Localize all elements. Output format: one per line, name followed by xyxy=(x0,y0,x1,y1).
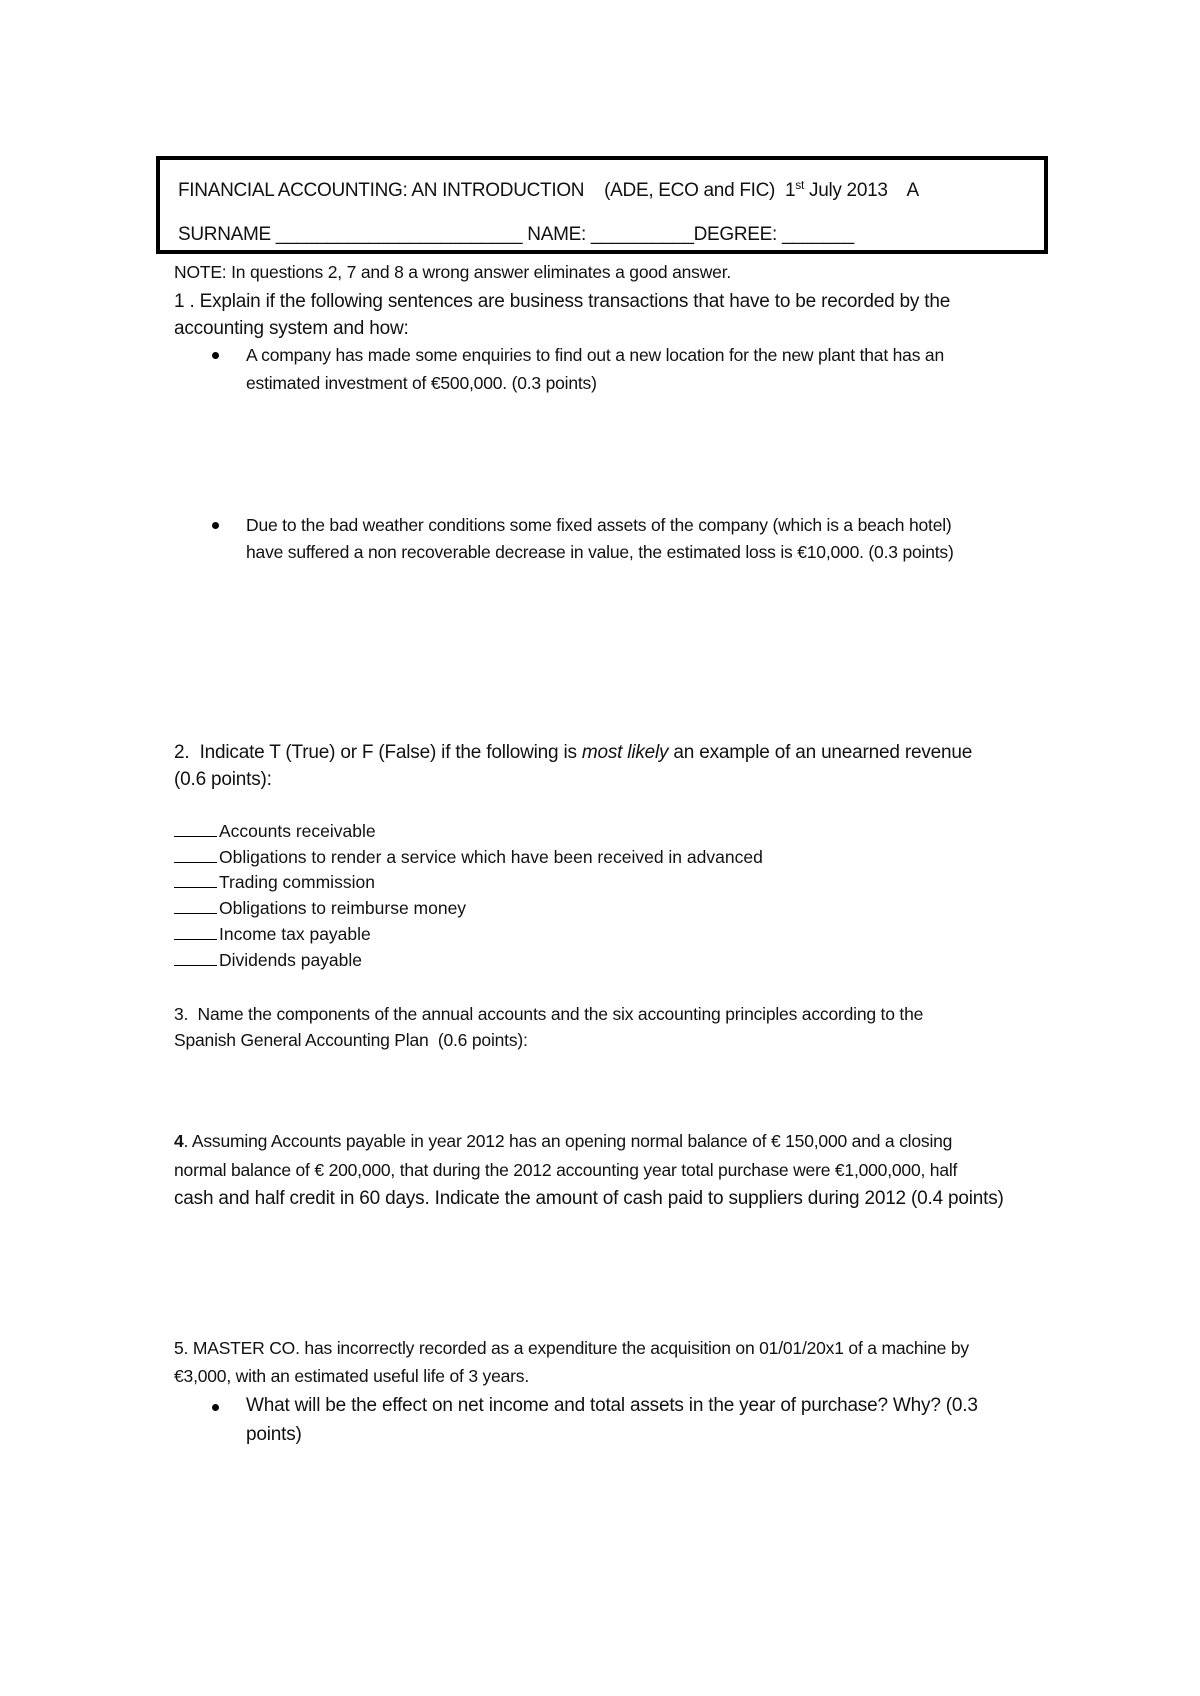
question-4-text-cont: normal balance of € 200,000, that during the 2012 accounting year total purchase were €1,000,000, half xyxy=(174,1160,958,1180)
bullet-icon xyxy=(212,352,219,359)
question-1b-text: Due to the bad weather conditions some fixed assets of the company (which is a beach hotel) xyxy=(246,515,952,535)
question-1-text: 1 . Explain if the following sentences are business transactions that have to be recorded by the xyxy=(174,291,951,312)
tf-item: Obligations to reimburse money xyxy=(174,898,466,919)
tf-item: Income tax payable xyxy=(174,924,371,945)
answer-blank[interactable] xyxy=(174,822,217,837)
exam-note: NOTE: In questions 2, 7 and 8 a wrong answer eliminates a good answer. xyxy=(174,262,732,282)
question-4-text: 4. Assuming Accounts payable in year 2012 has an opening normal balance of € 150,000 and a closing xyxy=(174,1131,953,1151)
exam-title: FINANCIAL ACCOUNTING: AN INTRODUCTION (ADE, ECO and FIC) 1st July 2013 A xyxy=(178,178,919,201)
answer-blank[interactable] xyxy=(174,848,217,863)
question-5a-text: What will be the effect on net income and total assets in the year of purchase? Why? (0.3 xyxy=(246,1395,978,1416)
bullet-icon xyxy=(212,522,219,529)
answer-blank[interactable] xyxy=(174,899,217,914)
question-3-text: 3. Name the components of the annual accounts and the six accounting principles according to the xyxy=(174,1004,924,1024)
answer-blank[interactable] xyxy=(174,873,217,888)
question-1b-text-cont: have suffered a non recoverable decrease in value, the estimated loss is €10,000. (0.3 points) xyxy=(246,542,954,562)
tf-item: Obligations to render a service which have been received in advanced xyxy=(174,847,763,868)
answer-blank[interactable] xyxy=(174,951,217,966)
question-5-text: 5. MASTER CO. has incorrectly recorded as a expenditure the acquisition on 01/01/20x1 of a machine by xyxy=(174,1338,969,1358)
tf-item: Accounts receivable xyxy=(174,821,376,842)
question-2-text-cont: (0.6 points): xyxy=(174,769,272,790)
question-2-text: 2. Indicate T (True) or F (False) if the following is most likely an example of an unearned revenue xyxy=(174,742,973,763)
exam-header-box xyxy=(156,156,1048,254)
question-1a-text-cont: estimated investment of €500,000. (0.3 points) xyxy=(246,373,597,393)
question-3-text-cont: Spanish General Accounting Plan (0.6 points): xyxy=(174,1030,528,1050)
question-5a-text-cont: points) xyxy=(246,1424,302,1445)
question-5-text-cont: €3,000, with an estimated useful life of 3 years. xyxy=(174,1366,529,1386)
tf-item: Dividends payable xyxy=(174,950,362,971)
student-info-line: SURNAME ________________________ NAME: __________DEGREE: _______ xyxy=(178,224,854,245)
question-1a-text: A company has made some enquiries to find out a new location for the new plant that has an xyxy=(246,345,944,365)
tf-item: Trading commission xyxy=(174,872,375,893)
question-4-text-cont2: cash and half credit in 60 days. Indicate the amount of cash paid to suppliers during 2012 (0.4 points) xyxy=(174,1188,1004,1209)
answer-blank[interactable] xyxy=(174,925,217,940)
question-1-text-cont: accounting system and how: xyxy=(174,318,409,339)
bullet-icon xyxy=(212,1404,219,1411)
